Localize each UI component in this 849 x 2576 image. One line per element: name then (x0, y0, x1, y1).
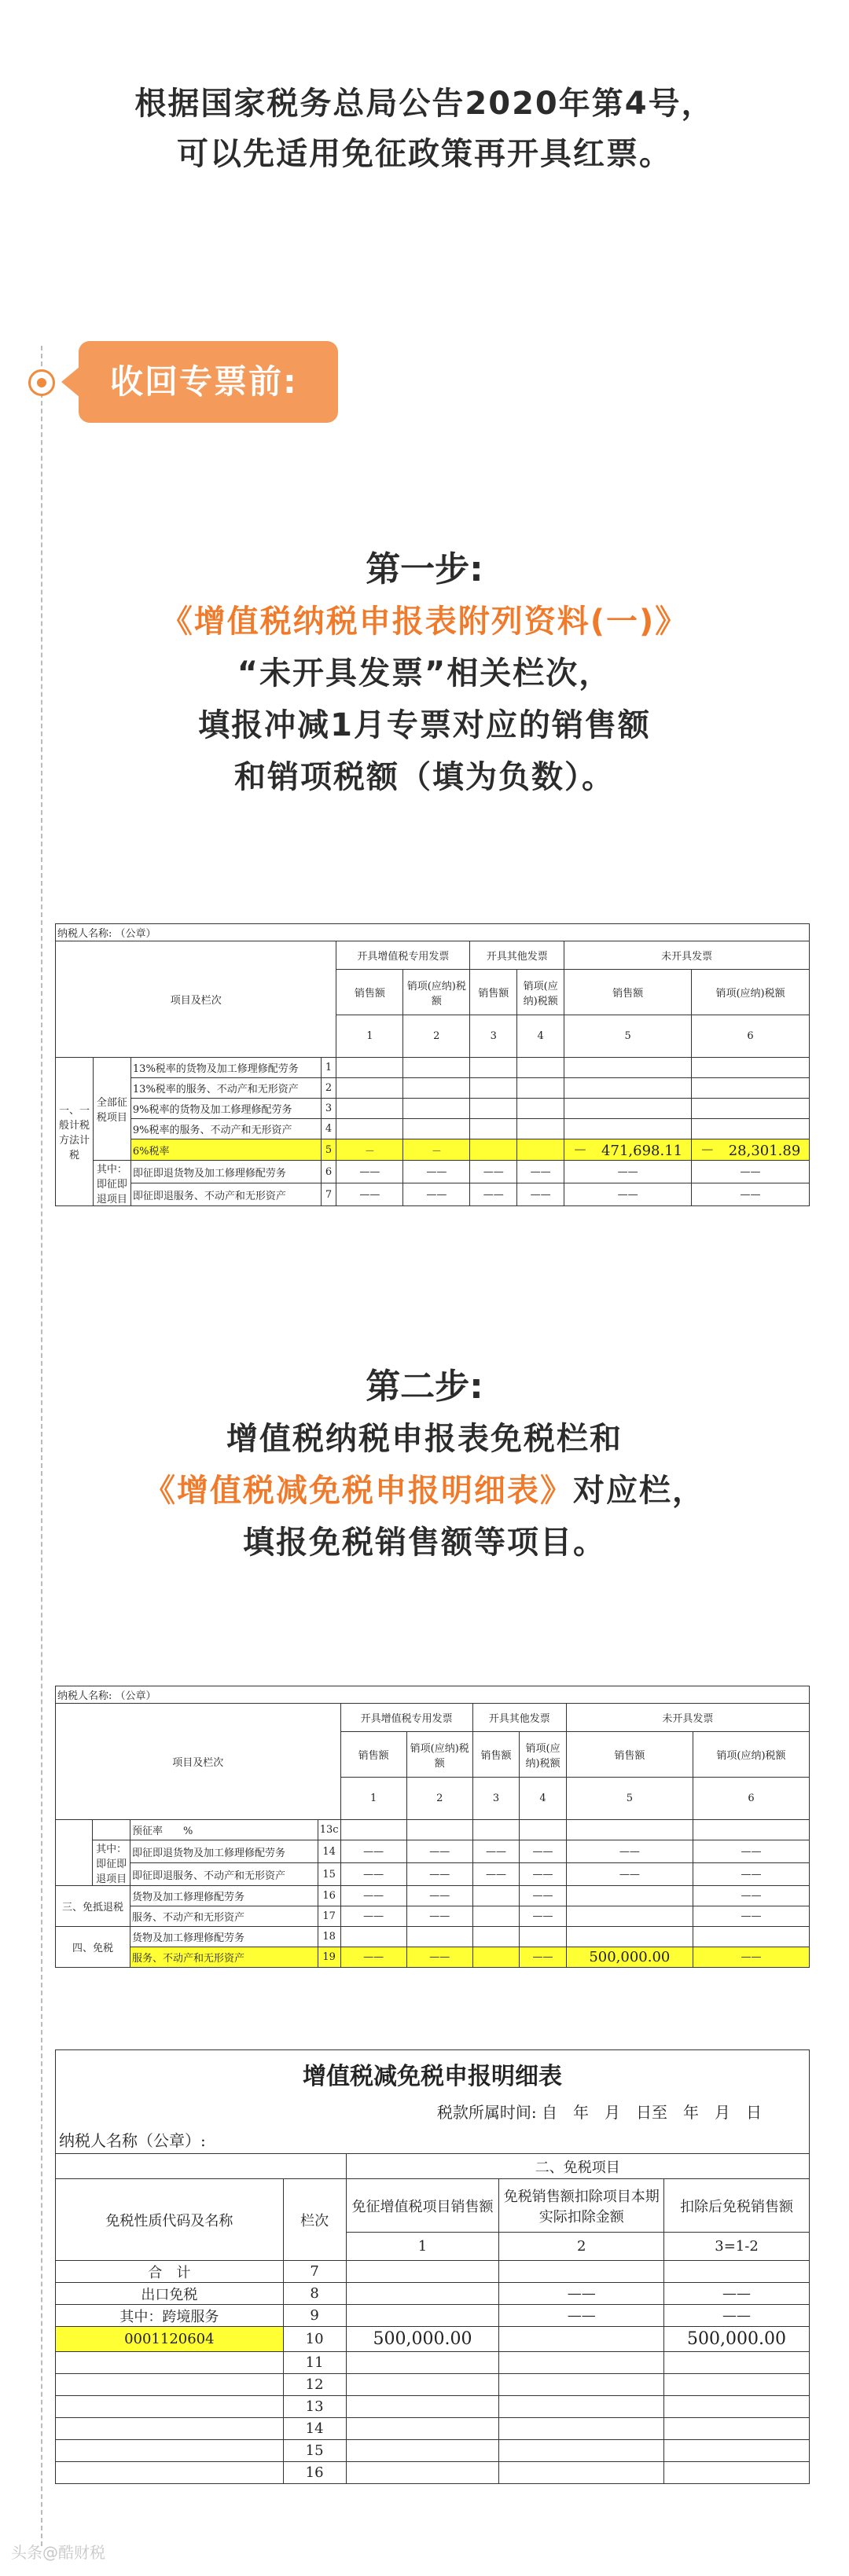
cell (564, 1058, 692, 1078)
cell: —— (403, 1183, 470, 1206)
col-header: 销项(应纳)税额 (403, 970, 470, 1015)
category-immediate-refund: 其中：即征即退项目 (93, 1161, 130, 1206)
cell (499, 2440, 664, 2462)
row-number: 18 (318, 1927, 340, 1947)
row-label: 服务、不动产和无形资产 (130, 1906, 318, 1927)
row-label: 13%税率的服务、不动产和无形资产 (130, 1078, 321, 1099)
step2-body (0, 1413, 849, 1569)
col-header: 销售额 (470, 970, 517, 1015)
cell (346, 2418, 499, 2440)
cell (346, 2261, 499, 2283)
cell (564, 1078, 692, 1099)
step1-line-1: 《增值税纳税申报表附列资料(一)》 (160, 604, 689, 640)
cell: —— (517, 1161, 564, 1183)
category-immediate-refund: 其中：即征即退项目 (93, 1840, 130, 1886)
step1-body (0, 596, 849, 803)
row-name: 0001120604 (56, 2327, 284, 2352)
cell (664, 2462, 810, 2484)
cell (336, 1119, 403, 1139)
item-header: 项目及栏次 (56, 1704, 341, 1820)
step1-line-2: “未开具发票”相关栏次， (237, 655, 612, 692)
col-header: 销项(应纳)税额 (406, 1732, 472, 1778)
col-number: 2 (499, 2233, 664, 2261)
cell (499, 2462, 664, 2484)
cell (472, 1886, 520, 1906)
cell (499, 2418, 664, 2440)
group-no-invoice: 未开具发票 (564, 941, 810, 970)
row-number: 7 (321, 1183, 336, 1206)
cell: —— (403, 1161, 470, 1183)
cell: —— (406, 1886, 472, 1906)
col-header: 销售额 (336, 970, 403, 1015)
row-number: 2 (321, 1078, 336, 1099)
col-number: 1 (340, 1778, 406, 1820)
cell: —— (520, 1863, 567, 1886)
vat-schedule-exempt-table (55, 1686, 810, 1968)
intro-line-2: 可以先适用免征政策再开具红票。 (177, 136, 672, 172)
row-number: 17 (318, 1906, 340, 1927)
cell (692, 1078, 810, 1099)
cell: —— (470, 1183, 517, 1206)
col-number: 3 (470, 1015, 517, 1058)
row-label: 9%税率的货物及加工修理修配劳务 (130, 1099, 321, 1119)
row-number: 19 (318, 1947, 340, 1968)
detail-title: 增值税减免税申报明细表 (56, 2050, 810, 2097)
intro-text (0, 79, 849, 179)
cell (692, 1058, 810, 1078)
col-number: 6 (693, 1778, 809, 1820)
cell: —— (406, 1906, 472, 1927)
row-number: 14 (283, 2418, 346, 2440)
cell: —— (566, 1840, 693, 1863)
cell: —— (564, 1161, 692, 1183)
cell (472, 1927, 520, 1947)
cell (664, 2374, 810, 2396)
category-blank (93, 1820, 130, 1840)
vat-schedule-1-table (55, 923, 810, 1206)
row-number: 8 (283, 2283, 346, 2305)
row-name (56, 2440, 284, 2462)
cell (340, 1927, 406, 1947)
cell: —— (336, 1183, 403, 1206)
row-label: 即征即退货物及加工修理修配劳务 (130, 1840, 318, 1863)
cell: —— (336, 1161, 403, 1183)
row-number: 12 (283, 2374, 346, 2396)
row-number: 16 (283, 2462, 346, 2484)
cell (470, 1139, 517, 1161)
cell: － 471,698.11 (564, 1139, 692, 1161)
cell: —— (340, 1906, 406, 1927)
cell (499, 2374, 664, 2396)
group-special-invoice: 开具增值税专用发票 (340, 1704, 472, 1732)
cell (566, 1927, 693, 1947)
cell: —— (692, 1161, 810, 1183)
cell (517, 1139, 564, 1161)
section-tag: 收回专票前: (79, 341, 338, 423)
step2-line-1: 增值税纳税申报表免税栏和 (226, 1421, 623, 1457)
row-number: 4 (321, 1119, 336, 1139)
cell (664, 2396, 810, 2418)
col-number: 1 (346, 2233, 499, 2261)
cell (664, 2440, 810, 2462)
group-special-invoice: 开具增值税专用发票 (336, 941, 470, 970)
cell (564, 1099, 692, 1119)
category-exempt: 四、免税 (56, 1927, 130, 1968)
cell (664, 2418, 810, 2440)
cell (564, 1119, 692, 1139)
col-number: 5 (564, 1015, 692, 1058)
cell (499, 2261, 664, 2283)
cell: － 28,301.89 (692, 1139, 810, 1161)
row-number: 16 (318, 1886, 340, 1906)
row-label: 即征即退货物及加工修理修配劳务 (130, 1161, 321, 1183)
row-number: 14 (318, 1840, 340, 1863)
col-header: 销售额 (340, 1732, 406, 1778)
cell (470, 1078, 517, 1099)
step1-line-4: 和销项税额（填为负数）。 (234, 759, 615, 795)
row-number: 15 (283, 2440, 346, 2462)
col-number: 5 (566, 1778, 693, 1820)
col-header: 销售额 (472, 1732, 520, 1778)
col-header: 免税销售额扣除项目本期实际扣除金额 (499, 2179, 664, 2233)
cell (470, 1119, 517, 1139)
cell: —— (664, 2305, 810, 2327)
row-name: 出口免税 (56, 2283, 284, 2305)
cell (520, 1927, 567, 1947)
cell: —— (499, 2283, 664, 2305)
category-all-items: 全部征税项目 (93, 1058, 130, 1161)
row-name (56, 2352, 284, 2374)
col-name-header: 免税性质代码及名称 (56, 2179, 284, 2261)
row-label: 9%税率的服务、不动产和无形资产 (130, 1119, 321, 1139)
row-name (56, 2396, 284, 2418)
cell (692, 1099, 810, 1119)
cell (566, 1820, 693, 1840)
intro-line-1: 根据国家税务总局公告2020年第4号， (134, 86, 715, 122)
cell: 500,000.00 (566, 1947, 693, 1968)
cell: —— (470, 1161, 517, 1183)
cell (340, 1820, 406, 1840)
row-number: 13 (283, 2396, 346, 2418)
taxpayer-name: 纳税人名称: （公章） (56, 1686, 810, 1704)
col-header: 销项(应纳)税额 (517, 970, 564, 1015)
col-header: 销售额 (564, 970, 692, 1015)
group-other-invoice: 开具其他发票 (472, 1704, 566, 1732)
cell: —— (406, 1947, 472, 1968)
cell (693, 1820, 809, 1840)
cell (346, 2440, 499, 2462)
row-name (56, 2418, 284, 2440)
cell: —— (517, 1183, 564, 1206)
timeline-dot-icon (28, 369, 55, 396)
cell: —— (340, 1886, 406, 1906)
cell: —— (520, 1840, 567, 1863)
cell (472, 1947, 520, 1968)
cell (336, 1099, 403, 1119)
row-label: 13%税率的货物及加工修理修配劳务 (130, 1058, 321, 1078)
col-header: 销项(应纳)税额 (693, 1732, 809, 1778)
row-number: 6 (321, 1161, 336, 1183)
cell: —— (520, 1886, 567, 1906)
row-label: 服务、不动产和无形资产 (130, 1947, 318, 1968)
row-label: 货物及加工修理修配劳务 (130, 1886, 318, 1906)
row-label: 预征率 % (130, 1820, 318, 1840)
row-number: 5 (321, 1139, 336, 1161)
cell (566, 1886, 693, 1906)
vat-exemption-detail-table (55, 2049, 810, 2484)
cell: —— (693, 1886, 809, 1906)
category-general: 一、一般计税方法计税 (56, 1058, 94, 1206)
row-number: 11 (283, 2352, 346, 2374)
cell (499, 2352, 664, 2374)
section-spacer (56, 2154, 347, 2179)
row-label: 即征即退服务、不动产和无形资产 (130, 1863, 318, 1886)
row-number: 9 (283, 2305, 346, 2327)
cell (472, 1906, 520, 1927)
cell (499, 2396, 664, 2418)
cell: —— (693, 1840, 809, 1863)
row-number: 1 (321, 1058, 336, 1078)
step1-line-3: 填报冲减1月专票对应的销售额 (198, 707, 651, 743)
category-blank (56, 1820, 93, 1886)
cell (692, 1119, 810, 1139)
cell (336, 1078, 403, 1099)
watermark: 头条@酷财税 (11, 2543, 105, 2562)
cell (403, 1099, 470, 1119)
cell: —— (472, 1863, 520, 1886)
col-number: 4 (520, 1778, 567, 1820)
cell (520, 1820, 567, 1840)
col-header: 销项(应纳)税额 (520, 1732, 567, 1778)
col-number: 3 (472, 1778, 520, 1820)
cell (346, 2352, 499, 2374)
cell: —— (472, 1840, 520, 1863)
row-label: 6%税率 (130, 1139, 321, 1161)
cell (403, 1119, 470, 1139)
col-header: 销项(应纳)税额 (692, 970, 810, 1015)
cell (470, 1099, 517, 1119)
row-number: 15 (318, 1863, 340, 1886)
row-name: 合 计 (56, 2261, 284, 2283)
cell (470, 1058, 517, 1078)
cell: —— (566, 1863, 693, 1886)
cell: —— (499, 2305, 664, 2327)
col-number: 4 (517, 1015, 564, 1058)
cell (346, 2283, 499, 2305)
group-no-invoice: 未开具发票 (566, 1704, 809, 1732)
section-exempt-items: 二、免税项目 (346, 2154, 809, 2179)
row-number: 3 (321, 1099, 336, 1119)
col-number: 3=1-2 (664, 2233, 810, 2261)
cell: － (336, 1139, 403, 1161)
row-label: 即征即退服务、不动产和无形资产 (130, 1183, 321, 1206)
step2-line-3: 填报免税销售额等项目。 (243, 1525, 606, 1561)
col-number: 2 (403, 1015, 470, 1058)
taxpayer-name: 纳税人名称（公章）: (56, 2126, 810, 2154)
cell: —— (406, 1840, 472, 1863)
cell (346, 2396, 499, 2418)
cell: － (403, 1139, 470, 1161)
cell: —— (564, 1183, 692, 1206)
cell (499, 2327, 664, 2352)
cell: —— (693, 1947, 809, 1968)
tax-period: 税款所属时间: 自 年 月 日至 年 月 日 (56, 2097, 810, 2126)
cell: —— (340, 1947, 406, 1968)
cell: —— (664, 2283, 810, 2305)
col-number: 6 (692, 1015, 810, 1058)
cell: —— (340, 1840, 406, 1863)
col-number: 2 (406, 1778, 472, 1820)
cell: —— (520, 1906, 567, 1927)
row-number: 7 (283, 2261, 346, 2283)
cell (517, 1058, 564, 1078)
cell (517, 1099, 564, 1119)
cell (693, 1927, 809, 1947)
cell: —— (693, 1863, 809, 1886)
cell (403, 1058, 470, 1078)
cell (664, 2261, 810, 2283)
item-header: 项目及栏次 (56, 941, 336, 1058)
cell (346, 2305, 499, 2327)
row-label: 货物及加工修理修配劳务 (130, 1927, 318, 1947)
cell (472, 1820, 520, 1840)
cell: —— (693, 1906, 809, 1927)
cell: —— (340, 1863, 406, 1886)
row-number: 10 (283, 2327, 346, 2352)
cell: —— (520, 1947, 567, 1968)
cell: —— (406, 1863, 472, 1886)
cell (346, 2462, 499, 2484)
step2-line-2: 《增值税减免税申报明细表》对应栏， (144, 1473, 705, 1509)
cell (566, 1906, 693, 1927)
group-other-invoice: 开具其他发票 (470, 941, 564, 970)
row-name: 其中：跨境服务 (56, 2305, 284, 2327)
cell: —— (692, 1183, 810, 1206)
cell: 500,000.00 (346, 2327, 499, 2352)
step2-title: 第二步: (0, 1358, 849, 1408)
col-no-header: 栏次 (283, 2179, 346, 2261)
category-exempt-refund: 三、免抵退税 (56, 1886, 130, 1927)
col-number: 1 (336, 1015, 403, 1058)
taxpayer-name: 纳税人名称: （公章） (56, 924, 810, 941)
row-number: 13c (318, 1820, 340, 1840)
row-name (56, 2462, 284, 2484)
cell (346, 2374, 499, 2396)
col-header: 销售额 (566, 1732, 693, 1778)
cell (403, 1078, 470, 1099)
cell (406, 1927, 472, 1947)
cell (517, 1078, 564, 1099)
col-header: 免征增值税项目销售额 (346, 2179, 499, 2233)
row-name (56, 2374, 284, 2396)
cell (664, 2352, 810, 2374)
cell (336, 1058, 403, 1078)
cell (406, 1820, 472, 1840)
col-header: 扣除后免税销售额 (664, 2179, 810, 2233)
cell: 500,000.00 (664, 2327, 810, 2352)
cell (517, 1119, 564, 1139)
step1-title: 第一步: (0, 541, 849, 591)
